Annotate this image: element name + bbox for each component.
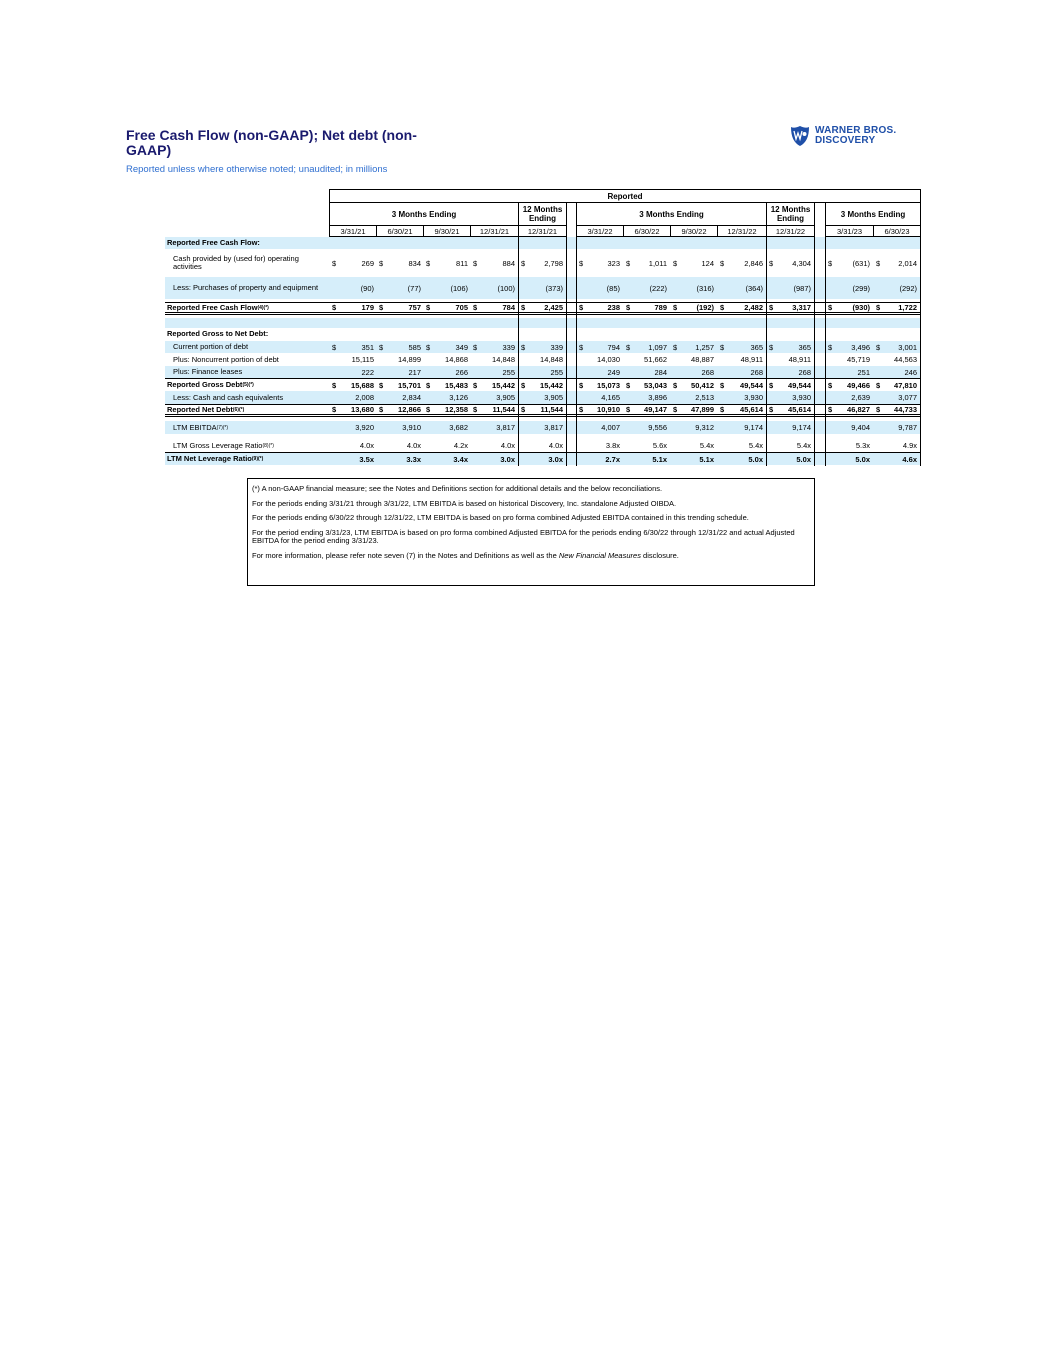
table-cell: 9,556 — [648, 423, 667, 432]
page-subtitle: Reported unless where otherwise noted; unaudited; in millions — [126, 164, 388, 175]
group-3m-2022: 3 Months Ending — [576, 202, 767, 226]
table-cell: (192) — [696, 303, 714, 312]
table-cell: 5.0x — [855, 454, 870, 464]
table-cell: 48,911 — [788, 355, 811, 364]
table-cell: 3,930 — [792, 393, 811, 402]
brand-logo — [790, 125, 896, 147]
table-cell: 45,614 — [788, 405, 811, 414]
dollar-sign: $ — [521, 342, 526, 352]
table-cell: 14,848 — [540, 355, 563, 364]
brand-wordmark: WARNER BROS. DISCOVERY — [815, 125, 897, 146]
table-cell: 15,442 — [540, 380, 563, 390]
table-cell: 15,442 — [492, 380, 515, 390]
group-12m-2021: 12 Months Ending — [518, 202, 567, 226]
dollar-sign: $ — [426, 405, 431, 414]
table-cell: 2,834 — [402, 393, 421, 402]
table-cell: 3,817 — [544, 423, 563, 432]
dollar-sign: $ — [579, 303, 584, 312]
date-col-11: 3/31/23 — [825, 225, 874, 237]
dollar-sign: $ — [876, 258, 881, 268]
table-cell: 251 — [857, 367, 870, 377]
table-cell: 266 — [455, 367, 468, 377]
date-col-4: 12/31/21 — [470, 225, 519, 237]
dollar-sign: $ — [332, 405, 337, 414]
table-cell: 4.0x — [406, 441, 421, 450]
table-cell: 4.0x — [548, 441, 563, 450]
table-cell: 757 — [408, 303, 421, 312]
group-3m-2021: 3 Months Ending — [329, 202, 519, 226]
table-cell: 15,073 — [597, 380, 620, 390]
dollar-sign: $ — [473, 342, 478, 352]
table-cell: 51,662 — [644, 355, 667, 364]
table-cell: 255 — [502, 367, 515, 377]
page-title: Free Cash Flow (non-GAAP); Net debt (non-GAAP) — [126, 127, 417, 158]
table-cell: 12,358 — [445, 405, 468, 414]
table-cell: 45,719 — [847, 355, 870, 364]
table-cell: (373) — [545, 283, 563, 293]
table-cell: 3,682 — [449, 423, 468, 432]
dollar-sign: $ — [769, 405, 774, 414]
row-label: Plus: Noncurrent portion of debt — [173, 354, 279, 364]
dollar-sign: $ — [626, 303, 631, 312]
dollar-sign: $ — [379, 258, 384, 268]
dollar-sign: $ — [473, 380, 478, 390]
dollar-sign: $ — [473, 303, 478, 312]
row-label: LTM Gross Leverage Ratio (8)(*) — [173, 440, 274, 450]
footnote: For the periods ending 6/30/22 through 12/31/22, LTM EBITDA is based on pro forma combined Adjusted EBITDA contained in this trending schedule. — [252, 513, 749, 522]
table-cell: 811 — [456, 258, 468, 268]
table-cell: 3.0x — [548, 454, 563, 464]
table-cell: 49,147 — [644, 405, 667, 414]
date-col-3: 9/30/21 — [423, 225, 471, 237]
table-cell: 339 — [502, 342, 515, 352]
footnote: For the periods ending 3/31/21 through 3/31/22, LTM EBITDA is based on historical Discovery, Inc. standalone Adjusted OIBDA. — [252, 498, 677, 508]
dollar-sign: $ — [521, 380, 526, 390]
table-cell: 45,614 — [740, 405, 763, 414]
table-cell: 5.4x — [748, 441, 763, 450]
table-cell: (222) — [649, 283, 667, 293]
dollar-sign: $ — [720, 258, 725, 268]
table-cell: 14,030 — [597, 355, 620, 364]
group-3m-2023: 3 Months Ending — [825, 202, 921, 226]
date-col-2: 6/30/21 — [376, 225, 424, 237]
table-cell: 268 — [701, 367, 714, 377]
table-cell: 3,001 — [898, 342, 917, 352]
table-cell: 4.0x — [500, 441, 515, 450]
block-border — [766, 236, 815, 466]
row-label: Reported Gross Debt (5)(*) — [167, 380, 254, 389]
table-cell: (987) — [793, 283, 811, 293]
table-cell: 1,722 — [898, 303, 917, 312]
table-cell: 15,483 — [445, 380, 468, 390]
table-cell: 365 — [798, 342, 811, 352]
date-col-8: 9/30/22 — [670, 225, 718, 237]
table-cell: 4,304 — [792, 258, 811, 268]
table-cell: 217 — [408, 367, 421, 377]
dollar-sign: $ — [426, 258, 431, 268]
date-col-1: 3/31/21 — [329, 225, 377, 237]
table-cell: (106) — [450, 283, 468, 293]
dollar-sign: $ — [426, 342, 431, 352]
row-label: Less: Cash and cash equivalents — [173, 392, 284, 402]
dollar-sign: $ — [720, 342, 725, 352]
dollar-sign: $ — [473, 258, 478, 268]
table-cell: (631) — [852, 258, 870, 268]
table-cell: 53,043 — [644, 380, 667, 390]
table-cell: 3,077 — [898, 393, 917, 402]
date-col-6: 3/31/22 — [576, 225, 624, 237]
row-label: Less: Purchases of property and equipment — [173, 283, 319, 292]
table-cell: (364) — [745, 283, 763, 293]
dollar-sign: $ — [673, 405, 678, 414]
table-cell: (930) — [852, 303, 870, 312]
table-cell: 268 — [798, 367, 811, 377]
dollar-sign: $ — [332, 342, 337, 352]
dollar-sign: $ — [769, 258, 774, 268]
date-col-9: 12/31/22 — [717, 225, 767, 237]
dollar-sign: $ — [876, 303, 881, 312]
table-cell: 179 — [361, 303, 374, 312]
table-cell: 49,544 — [740, 380, 763, 390]
dollar-sign: $ — [673, 342, 678, 352]
dollar-sign: $ — [426, 380, 431, 390]
table-cell: 3,905 — [496, 393, 515, 402]
table-cell: 2,008 — [355, 393, 374, 402]
table-cell: 3,910 — [402, 423, 421, 432]
dollar-sign: $ — [828, 303, 833, 312]
date-col-12: 6/30/23 — [873, 225, 921, 237]
table-cell: 9,312 — [695, 423, 714, 432]
table-cell: 5.4x — [699, 441, 714, 450]
table-cell: 2,425 — [544, 303, 563, 312]
table-cell: 2,014 — [898, 258, 917, 268]
table-cell: (90) — [360, 283, 374, 293]
dollar-sign: $ — [579, 405, 584, 414]
table-cell: (85) — [606, 283, 620, 293]
dollar-sign: $ — [379, 342, 384, 352]
table-cell: 4.2x — [453, 441, 468, 450]
table-cell: (292) — [899, 283, 917, 293]
table-cell: 222 — [361, 367, 374, 377]
table-cell: 49,466 — [847, 380, 870, 390]
table-cell: 11,544 — [492, 405, 515, 414]
table-cell: 15,688 — [351, 380, 374, 390]
row-label: Reported Free Cash Flow: — [167, 238, 260, 247]
table-cell: 46,827 — [847, 405, 870, 414]
table-cell: 14,868 — [445, 355, 468, 364]
dollar-sign: $ — [876, 380, 881, 390]
row-label: Reported Net Debt (6)(*) — [167, 404, 245, 414]
table-cell: 249 — [607, 367, 620, 377]
dollar-sign: $ — [521, 405, 526, 414]
table-cell: 9,174 — [744, 423, 763, 432]
dollar-sign: $ — [332, 258, 337, 268]
row-label: Reported Free Cash Flow (4)(*) — [167, 302, 269, 312]
table-cell: 12,866 — [398, 405, 421, 414]
table-cell: 789 — [654, 303, 667, 312]
table-cell: 3,126 — [449, 393, 468, 402]
row-label: Reported Gross to Net Debt: — [167, 329, 269, 338]
dollar-sign: $ — [720, 405, 725, 414]
dollar-sign: $ — [720, 380, 725, 390]
table-cell: 13,680 — [351, 405, 374, 414]
table-cell: 15,115 — [351, 355, 374, 364]
dollar-sign: $ — [579, 258, 584, 268]
table-cell: 351 — [361, 342, 374, 352]
table-cell: 3,905 — [544, 393, 563, 402]
table-cell: 48,887 — [691, 355, 714, 364]
dollar-sign: $ — [521, 303, 526, 312]
table-cell: 9,404 — [851, 423, 870, 432]
dollar-sign: $ — [828, 258, 833, 268]
dollar-sign: $ — [876, 342, 881, 352]
dollar-sign: $ — [521, 258, 526, 268]
table-cell: 3.0x — [500, 454, 515, 464]
dollar-sign: $ — [673, 258, 678, 268]
dollar-sign: $ — [379, 405, 384, 414]
dollar-sign: $ — [626, 342, 631, 352]
table-cell: 339 — [550, 342, 563, 352]
dollar-sign: $ — [673, 303, 678, 312]
table-cell: 3,496 — [851, 342, 870, 352]
table-cell: 794 — [607, 342, 620, 352]
dollar-sign: $ — [579, 342, 584, 352]
table-cell: (299) — [852, 283, 870, 293]
dollar-sign: $ — [579, 380, 584, 390]
table-cell: 5.0x — [796, 454, 811, 464]
table-cell: 2,846 — [744, 258, 763, 268]
table-cell: 47,899 — [691, 405, 714, 414]
footnote: For the period ending 3/31/23, LTM EBITDA is based on pro forma combined Adjusted EBITDA for the periods ending 6/30/22 through 12/31/22 and actual Adjusted EBITDA for the period ending 3/31/23. — [252, 527, 795, 545]
dollar-sign: $ — [426, 303, 431, 312]
dollar-sign: $ — [332, 380, 337, 390]
table-cell: 2,513 — [695, 393, 714, 402]
block-border — [518, 236, 567, 466]
table-cell: 323 — [607, 258, 620, 268]
dollar-sign: $ — [769, 380, 774, 390]
table-cell: 47,810 — [894, 380, 917, 390]
table-cell: 4.0x — [359, 441, 374, 450]
dollar-sign: $ — [332, 303, 337, 312]
row-label: Current portion of debt — [173, 342, 249, 351]
footnotes-box — [247, 478, 815, 586]
table-cell: 10,910 — [597, 405, 620, 414]
table-cell: 3,896 — [648, 393, 667, 402]
block-border — [825, 236, 921, 466]
footnote: (*) A non-GAAP financial measure; see the Notes and Definitions section for additional details and the below reconciliations. — [252, 484, 663, 493]
table-cell: 14,899 — [398, 355, 421, 364]
date-col-7: 6/30/22 — [623, 225, 671, 237]
table-cell: 3,317 — [792, 303, 811, 312]
table-cell: 3.8x — [605, 441, 620, 450]
row-label: Cash provided by (used for) operating activities — [173, 254, 299, 271]
table-cell: 2,482 — [744, 303, 763, 312]
table-cell: 3.4x — [453, 454, 468, 464]
table-cell: 5.3x — [855, 441, 870, 450]
table-cell: 4.9x — [902, 441, 917, 450]
dollar-sign: $ — [626, 405, 631, 414]
dollar-sign: $ — [720, 303, 725, 312]
dollar-sign: $ — [769, 342, 774, 352]
table-cell: 365 — [750, 342, 763, 352]
dollar-sign: $ — [828, 405, 833, 414]
table-cell: 705 — [455, 303, 468, 312]
table-cell: 9,174 — [792, 423, 811, 432]
dollar-sign: $ — [379, 380, 384, 390]
dollar-sign: $ — [673, 380, 678, 390]
table-cell: 3,930 — [744, 393, 763, 402]
table-cell: 5.4x — [796, 441, 811, 450]
table-cell: 255 — [550, 367, 563, 377]
date-col-5: 12/31/21 — [518, 225, 567, 237]
table-cell: (100) — [497, 283, 515, 293]
table-cell: 3.5x — [359, 454, 374, 464]
table-cell: 9,787 — [898, 423, 917, 432]
table-cell: 15,701 — [398, 380, 421, 390]
table-cell: 284 — [654, 367, 667, 377]
table-cell: 11,544 — [540, 405, 563, 414]
dollar-sign: $ — [626, 258, 631, 268]
table-cell: 834 — [408, 258, 421, 268]
table-cell: 246 — [904, 367, 917, 377]
table-cell: 124 — [701, 258, 714, 268]
table-cell: 44,733 — [894, 405, 917, 414]
table-cell: 50,412 — [691, 380, 714, 390]
table-cell: 349 — [455, 342, 468, 352]
row-label: LTM Net Leverage Ratio (9)(*) — [167, 454, 264, 463]
table-cell: 4,165 — [601, 393, 620, 402]
footnote: For more information, please refer note seven (7) in the Notes and Definitions as well as the New Financial Measures disclosure. — [252, 550, 679, 560]
table-cell: 238 — [607, 303, 620, 312]
table-cell: 48,911 — [740, 355, 763, 364]
dollar-sign: $ — [828, 380, 833, 390]
table-cell: 784 — [502, 303, 515, 312]
table-cell: 5.0x — [748, 454, 763, 464]
dollar-sign: $ — [473, 405, 478, 414]
date-col-10: 12/31/22 — [766, 225, 815, 237]
dollar-sign: $ — [626, 380, 631, 390]
table-cell: 2,798 — [544, 258, 563, 268]
table-cell: 1,257 — [695, 342, 714, 352]
table-cell: 3,920 — [355, 423, 374, 432]
table-cell: 4.6x — [902, 454, 917, 464]
table-cell: 269 — [361, 258, 374, 268]
table-cell: 4,007 — [601, 423, 620, 432]
table-cell: 2,639 — [851, 393, 870, 402]
wb-shield-icon — [790, 125, 810, 147]
table-cell: (316) — [696, 283, 714, 293]
reported-header: Reported — [329, 189, 921, 203]
table-cell: 5.6x — [652, 441, 667, 450]
table-cell: 268 — [750, 367, 763, 377]
table-cell: 14,848 — [492, 355, 515, 364]
table-cell: 2.7x — [605, 454, 620, 464]
table-cell: 1,097 — [648, 342, 667, 352]
table-cell: 585 — [408, 342, 421, 352]
table-cell: 3.3x — [406, 454, 421, 464]
dollar-sign: $ — [379, 303, 384, 312]
table-cell: 1,011 — [648, 258, 667, 268]
dollar-sign: $ — [876, 405, 881, 414]
table-cell: 49,544 — [788, 380, 811, 390]
table-cell: 3,817 — [496, 423, 515, 432]
table-cell: 44,563 — [894, 355, 917, 364]
group-12m-2022: 12 Months Ending — [766, 202, 815, 226]
dollar-sign: $ — [828, 342, 833, 352]
table-cell: (77) — [407, 283, 421, 293]
row-label: LTM EBITDA (7)(*) — [173, 422, 229, 432]
table-cell: 5.1x — [652, 454, 667, 464]
dollar-sign: $ — [769, 303, 774, 312]
row-label: Plus: Finance leases — [173, 367, 243, 376]
table-cell: 884 — [502, 258, 515, 268]
table-cell: 5.1x — [699, 454, 714, 464]
